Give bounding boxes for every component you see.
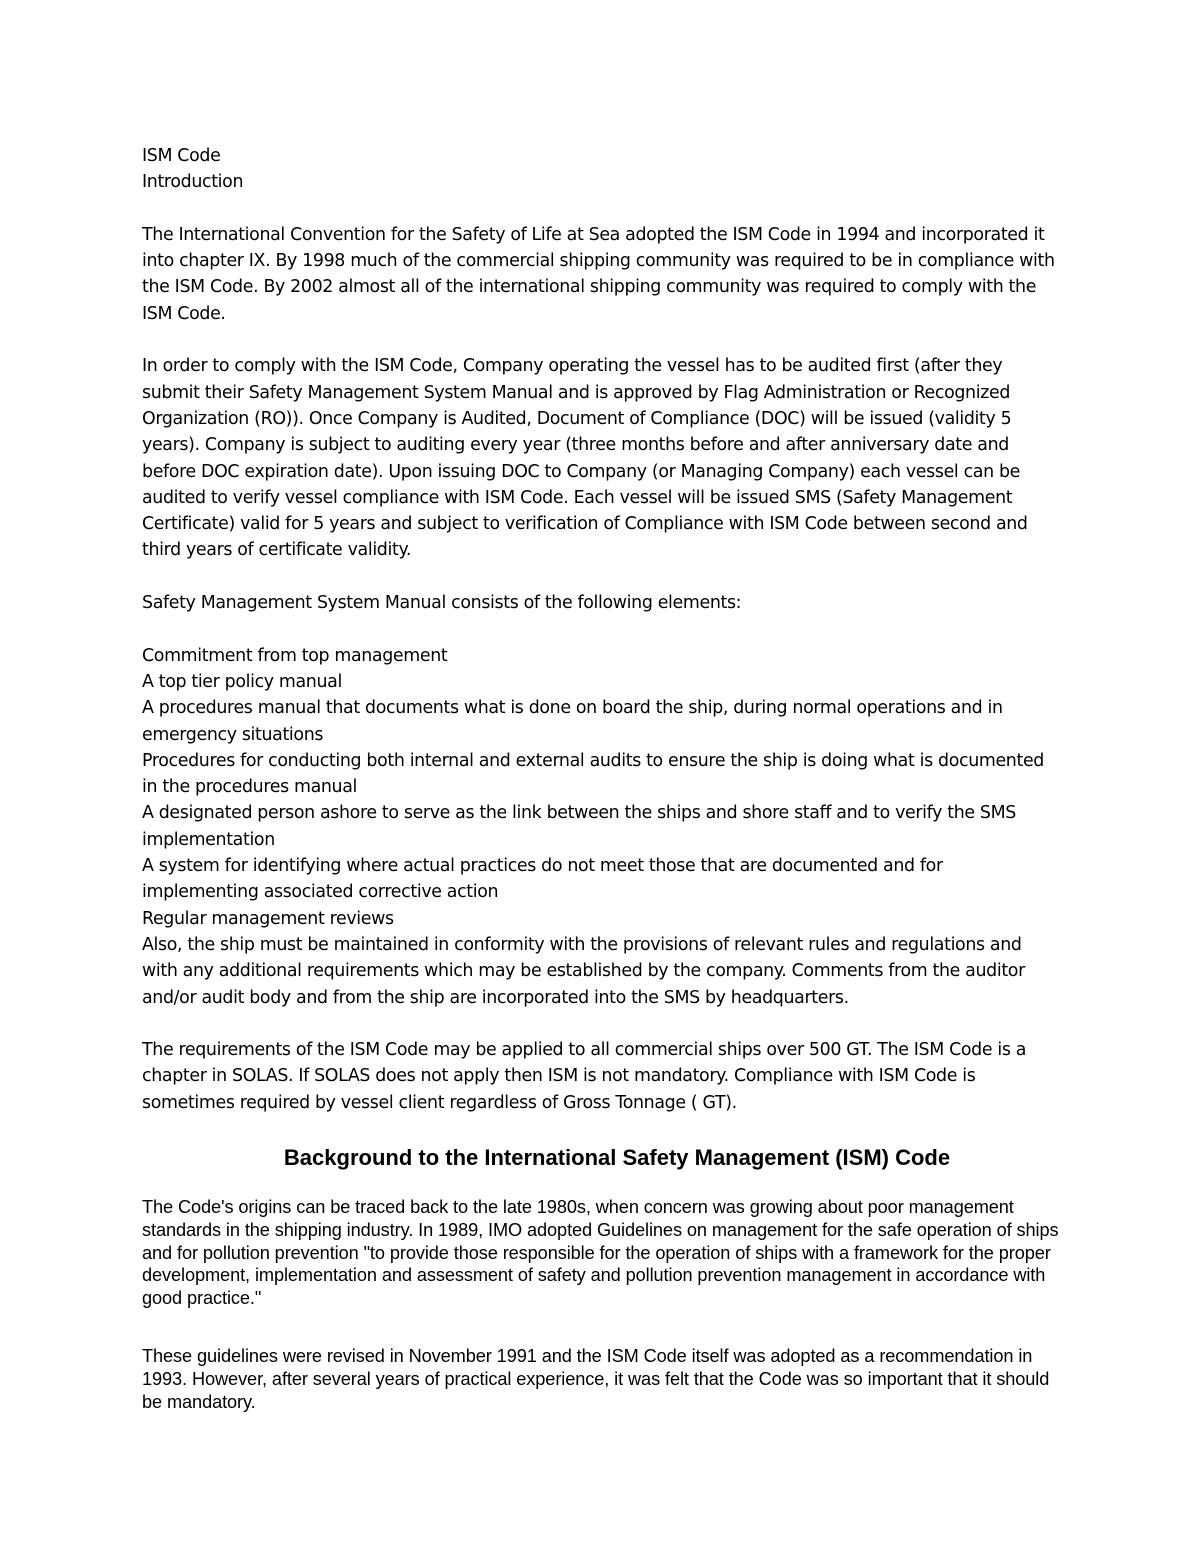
background-paragraph-2-block (142, 1345, 1072, 1413)
list-item: A top tier policy manual (142, 671, 342, 692)
list-item: A designated person ashore to serve as the link between the ships and shore staff and to verify the SMS implementation (142, 803, 1016, 850)
list-item: A procedures manual that documents what is done on board the ship, during normal operations and in emergency situations (142, 698, 1003, 745)
document-subtitle: Introduction (142, 172, 244, 193)
compliance-paragraph: In order to comply with the ISM Code, Company operating the vessel has to be audited first (after they submit their Safety Management System Manual and is approved by Flag Administration or Recognized Organization (RO)). Once Company is Audited, Document of Compliance (DOC) will be issued (validity 5 years). Company is subject to auditing every year (three months before and after anniversary date and before DOC expiration date). Upon issuing DOC to Company (or Managing Company) each vessel can be audited to verify vessel compliance with ISM Code. Each vessel will be issued SMS (Safety Management Certificate) valid for 5 years and subject to verification of Compliance with ISM Code between second and third years of certificate validity. (142, 356, 1028, 561)
background-paragraph-2: These guidelines were revised in November 1991 and the ISM Code itself was adopted as a recommendation in 1993. However, after several years of practical experience, it was felt that the Code was so important that it should be mandatory. (142, 1346, 1050, 1412)
requirements-paragraph: The requirements of the ISM Code may be applied to all commercial ships over 500 GT. The ISM Code is a chapter in SOLAS. If SOLAS does not apply then ISM is not mandatory. Compliance with ISM Code is sometimes required by vessel client regardless of Gross Tonnage ( GT). (142, 1040, 1027, 1113)
calibri-section (142, 143, 1062, 1116)
document-page (142, 143, 1062, 1412)
document-title: ISM Code (142, 146, 221, 166)
intro-paragraph: The International Convention for the Safety of Life at Sea adopted the ISM Code in 1994 and incorporated it into chapter IX. By 1998 much of the commercial shipping community was required to be in compliance with the ISM Code. By 2002 almost all of the international shipping community was required to comply with the ISM Code. (142, 224, 1055, 324)
elements-list (142, 643, 1062, 1011)
background-paragraph-1-block (142, 1196, 1072, 1310)
list-item: Also, the ship must be maintained in conformity with the provisions of relevant rules and regulations and with any additional requirements which may be established by the company. Comments from the auditor and/or audit body and from the ship are incorporated into the SMS by headquarters. (142, 934, 1025, 1008)
elements-intro: Safety Management System Manual consists of the following elements: (142, 593, 742, 614)
background-paragraph-1: The Code's origins can be traced back to the late 1980s, when concern was growing about poor management standards in the shipping industry. In 1989, IMO adopted Guidelines on management for the safe operation of ships and for pollution prevention "to provide those responsible for the operation of ships with a framework for the proper development, implementation and assessment of safety and pollution prevention management in accordance with good practice." (142, 1197, 1059, 1309)
background-heading: Background to the International Safety Management (ISM) Code (283, 1145, 951, 1170)
list-item: Commitment from top management (142, 645, 448, 666)
list-item: A system for identifying where actual practices do not meet those that are documented and for implementing associated corrective action (142, 856, 943, 903)
list-item: Regular management reviews (142, 908, 394, 929)
list-item: Procedures for conducting both internal and external audits to ensure the ship is doing what is documented in the procedures manual (142, 750, 1044, 798)
